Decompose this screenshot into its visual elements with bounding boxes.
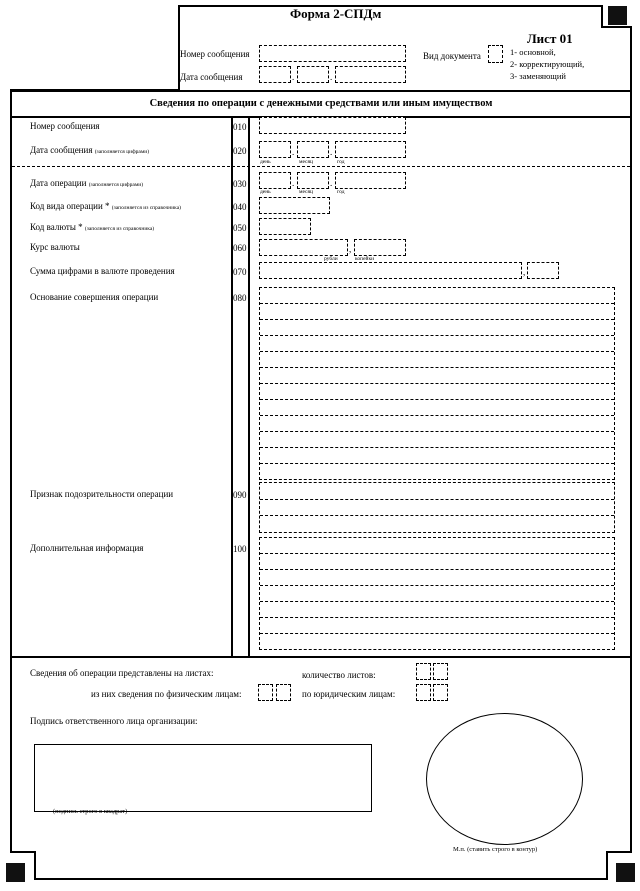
field-label-070 bbox=[30, 266, 175, 276]
field-code-020: 020 bbox=[233, 146, 247, 156]
field-label-text: Курс валюты bbox=[30, 242, 80, 252]
sheets-info-label: Сведения об операции представлены на листах: bbox=[30, 668, 214, 678]
text-line bbox=[260, 618, 614, 634]
doc-type-input[interactable] bbox=[488, 45, 503, 63]
doc-type-option: 2- корректирующий, bbox=[510, 59, 585, 69]
exchange-rate-kopecks-input[interactable] bbox=[354, 239, 406, 256]
currency-code-input[interactable] bbox=[259, 218, 311, 235]
field-code-090: 090 bbox=[233, 490, 247, 500]
text-line bbox=[260, 500, 614, 517]
operation-date-month-input[interactable] bbox=[297, 172, 329, 189]
rubles-sublabel: рубли bbox=[324, 256, 338, 262]
field-label-020 bbox=[30, 145, 149, 155]
field-label-040 bbox=[30, 201, 181, 211]
text-line bbox=[260, 352, 614, 368]
message-date-day-input[interactable] bbox=[259, 141, 291, 158]
individuals-digit-1[interactable] bbox=[258, 684, 273, 701]
field-label-text: Дата сообщения bbox=[30, 145, 93, 155]
suspicion-sign-textarea[interactable] bbox=[259, 482, 615, 533]
stamp-note: М.п. (ставить строго в контур) bbox=[453, 846, 538, 853]
field-code-100: 100 bbox=[233, 544, 247, 554]
text-line bbox=[260, 570, 614, 586]
field-note: (заполняется из справочника) bbox=[111, 205, 181, 211]
year-sublabel: год bbox=[337, 189, 345, 195]
frame-line bbox=[601, 26, 632, 28]
field-label-text: Дата операции bbox=[30, 178, 87, 188]
field-label-text: Номер сообщения bbox=[30, 121, 100, 131]
field-label-060 bbox=[30, 242, 80, 252]
exchange-rate-rubles-input[interactable] bbox=[259, 239, 348, 256]
field-label-080 bbox=[30, 292, 158, 302]
text-line bbox=[260, 384, 614, 400]
text-line bbox=[260, 288, 614, 304]
frame-line bbox=[606, 851, 632, 853]
month-sublabel: месяц bbox=[299, 189, 313, 195]
field-note: (заполняется цифрами) bbox=[88, 182, 144, 188]
frame-line bbox=[601, 5, 603, 27]
field-code-080: 080 bbox=[233, 293, 247, 303]
doc-type-option: 1- основной, bbox=[510, 47, 556, 57]
field-label-text: Сумма цифрами в валюте проведения bbox=[30, 266, 175, 276]
amount-fraction-input[interactable] bbox=[527, 262, 559, 279]
text-line bbox=[260, 336, 614, 352]
message-number-input[interactable] bbox=[259, 117, 406, 134]
message-date-month-input[interactable] bbox=[297, 141, 329, 158]
field-label-text: Основание совершения операции bbox=[30, 292, 159, 302]
header-date-year-input[interactable] bbox=[335, 66, 406, 83]
additional-info-textarea[interactable] bbox=[259, 537, 615, 650]
frame-line bbox=[10, 656, 632, 658]
field-label-030 bbox=[30, 178, 143, 188]
text-line bbox=[260, 554, 614, 570]
field-label-text: Код вида операции * bbox=[30, 201, 110, 211]
signature-label: Подпись ответственного лица организации: bbox=[30, 716, 198, 726]
sheet-count-digit-2[interactable] bbox=[433, 663, 448, 680]
text-line bbox=[260, 368, 614, 384]
legal-entities-digit-2[interactable] bbox=[433, 684, 448, 701]
frame-line bbox=[10, 90, 632, 92]
field-label-100 bbox=[30, 543, 143, 553]
day-sublabel: день bbox=[260, 189, 271, 195]
text-line bbox=[260, 304, 614, 320]
operation-type-code-input[interactable] bbox=[259, 197, 330, 214]
frame-line bbox=[34, 851, 36, 880]
corner-marker-bottom-right bbox=[616, 863, 635, 882]
signature-box[interactable] bbox=[34, 744, 372, 812]
text-line bbox=[260, 483, 614, 500]
year-sublabel: год bbox=[337, 159, 345, 165]
header-date-day-input[interactable] bbox=[259, 66, 291, 83]
frame-line bbox=[34, 878, 608, 880]
month-sublabel: месяц bbox=[299, 159, 313, 165]
individuals-label: из них сведения по физическим лицам: bbox=[91, 689, 242, 699]
sheet-count-digit-1[interactable] bbox=[416, 663, 431, 680]
corner-marker-bottom-left bbox=[6, 863, 25, 882]
signature-note: (подпись строго в квадрат) bbox=[53, 808, 128, 815]
field-code-060: 060 bbox=[233, 243, 247, 253]
field-label-text: Дополнительная информация bbox=[30, 543, 144, 553]
form-title: Форма 2-СПДм bbox=[290, 6, 382, 21]
field-label-090 bbox=[30, 489, 173, 499]
text-line bbox=[260, 538, 614, 554]
decimal-separator: , bbox=[349, 244, 352, 254]
date-separator: . bbox=[330, 147, 333, 157]
text-line bbox=[260, 464, 614, 479]
kopecks-sublabel: копейки bbox=[355, 256, 375, 262]
text-line bbox=[260, 634, 614, 649]
text-line bbox=[260, 516, 614, 532]
field-code-070: 070 bbox=[233, 267, 247, 277]
field-code-050: 050 bbox=[233, 223, 247, 233]
text-line bbox=[260, 602, 614, 618]
field-code-010: 010 bbox=[233, 122, 247, 132]
message-date-year-input[interactable] bbox=[335, 141, 406, 158]
individuals-digit-2[interactable] bbox=[276, 684, 291, 701]
legal-entities-digit-1[interactable] bbox=[416, 684, 431, 701]
code-column-right-line bbox=[248, 116, 250, 657]
field-note: (заполняется из справочника) bbox=[84, 226, 155, 232]
date-separator: . bbox=[330, 72, 333, 82]
day-sublabel: день bbox=[260, 159, 271, 165]
frame-line bbox=[10, 89, 12, 852]
frame-line bbox=[10, 851, 35, 853]
frame-line bbox=[630, 26, 632, 852]
section-title: Сведения по операции с денежными средствами или иным имуществом bbox=[149, 98, 493, 109]
decimal-separator: , bbox=[523, 267, 526, 277]
field-code-040: 040 bbox=[233, 202, 247, 212]
header-message-date-label: Дата сообщения bbox=[180, 72, 243, 82]
operation-date-year-input[interactable] bbox=[335, 172, 406, 189]
header-message-number-label: Номер сообщения bbox=[180, 49, 250, 59]
date-separator: . bbox=[292, 178, 295, 188]
sheet-label: Лист 01 bbox=[527, 31, 573, 46]
field-label-050 bbox=[30, 222, 154, 232]
sheet-count-label: количество листов: bbox=[302, 670, 376, 680]
amount-integer-input[interactable] bbox=[259, 262, 522, 279]
section-divider bbox=[12, 166, 630, 167]
header-message-number-input[interactable] bbox=[259, 45, 406, 62]
doc-type-label: Вид документа bbox=[423, 51, 481, 61]
field-note: (заполняется цифрами) bbox=[94, 149, 150, 155]
text-line bbox=[260, 586, 614, 602]
header-date-month-input[interactable] bbox=[297, 66, 329, 83]
field-label-text: Код валюты * bbox=[30, 222, 83, 232]
field-label-010 bbox=[30, 121, 100, 131]
date-separator: . bbox=[292, 147, 295, 157]
text-line bbox=[260, 320, 614, 336]
code-column-left-line bbox=[231, 116, 233, 657]
field-label-text: Признак подозрительности операции bbox=[30, 489, 174, 499]
frame-line bbox=[606, 851, 608, 880]
operation-date-day-input[interactable] bbox=[259, 172, 291, 189]
text-line bbox=[260, 416, 614, 432]
field-code-030: 030 bbox=[233, 179, 247, 189]
text-line bbox=[260, 448, 614, 464]
text-line bbox=[260, 432, 614, 448]
legal-entities-label: по юридическим лицам: bbox=[302, 689, 396, 699]
date-separator: . bbox=[330, 178, 333, 188]
text-line bbox=[260, 400, 614, 416]
date-separator: . bbox=[292, 72, 295, 82]
doc-type-option: 3- заменяющий bbox=[510, 71, 566, 81]
operation-basis-textarea[interactable] bbox=[259, 287, 615, 480]
stamp-circle[interactable] bbox=[426, 713, 583, 845]
corner-marker-top-right bbox=[608, 6, 627, 25]
frame-line bbox=[178, 5, 602, 7]
